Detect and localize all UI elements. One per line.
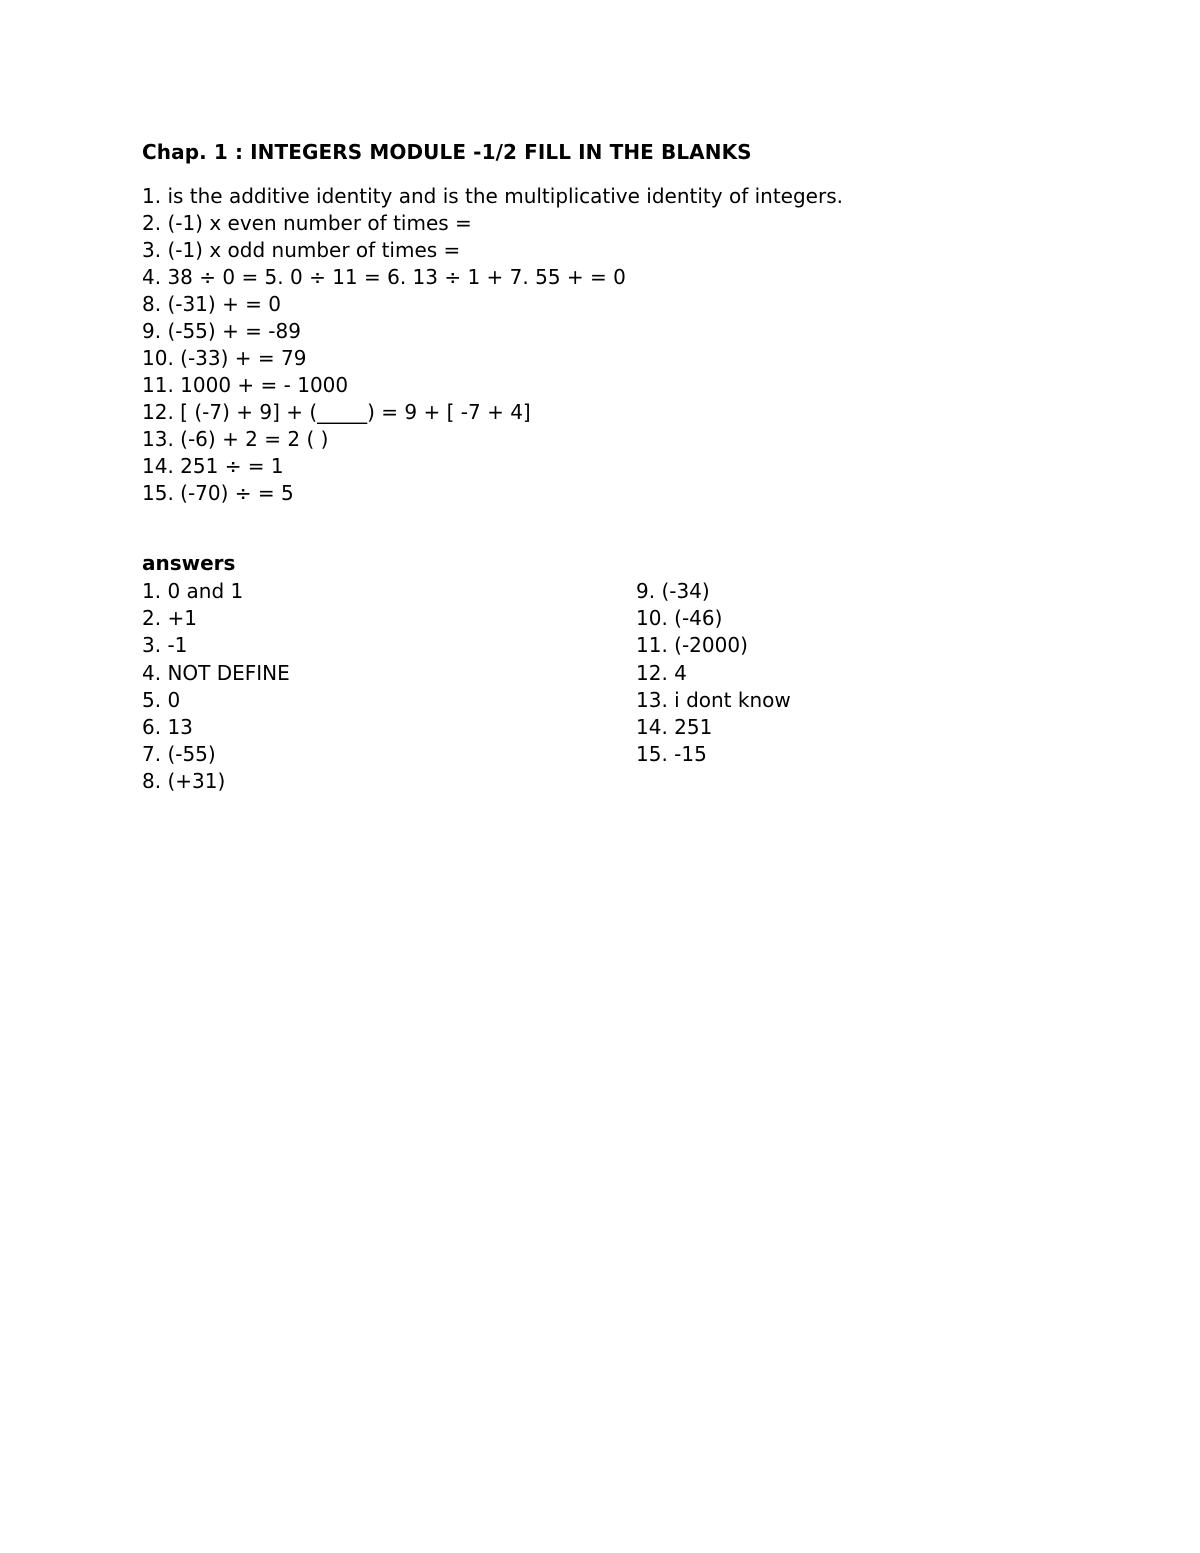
answer-item: 1. 0 and 1 (142, 579, 244, 603)
answer-item: 14. 251 (636, 714, 713, 739)
answer-item: 15. -15 (636, 742, 707, 767)
answers-list-left (142, 578, 290, 796)
question-item: 2. (-1) x even number of times = (142, 211, 472, 235)
answer-item: 9. (-34) (636, 579, 710, 603)
question-item: 3. (-1) x odd number of times = (142, 238, 461, 262)
question-item: 11. 1000 + = - 1000 (142, 373, 349, 397)
question-list (142, 183, 843, 507)
question-item: 12. [ (-7) + 9] + (_____) = 9 + [ -7 + 4] (142, 400, 531, 424)
question-item: 13. (-6) + 2 = 2 ( ) (142, 427, 329, 451)
answer-item: 7. (-55) (142, 742, 216, 767)
answer-item: 6. 13 (142, 714, 193, 739)
answer-item: 8. (+31) (142, 769, 226, 794)
question-item: 15. (-70) ÷ = 5 (142, 481, 294, 505)
page-title: Chap. 1 : INTEGERS MODULE -1/2 FILL IN THE BLANKS (142, 140, 752, 164)
answer-item: 12. 4 (636, 660, 687, 685)
answer-item: 11. (-2000) (636, 633, 748, 658)
question-item: 9. (-55) + = -89 (142, 319, 301, 343)
answer-item: 2. +1 (142, 606, 197, 631)
question-item: 14. 251 ÷ = 1 (142, 454, 284, 478)
question-item: 4. 38 ÷ 0 = 5. 0 ÷ 11 = 6. 13 ÷ 1 + 7. 55 + = 0 (142, 265, 626, 289)
answer-item: 5. 0 (142, 687, 181, 712)
question-item: 1. is the additive identity and is the multiplicative identity of integers. (142, 184, 843, 208)
answer-item: 10. (-46) (636, 606, 723, 631)
answer-item: 4. NOT DEFINE (142, 660, 290, 685)
question-item: 8. (-31) + = 0 (142, 292, 282, 316)
answer-item: 13. i dont know (636, 687, 791, 712)
question-item: 10. (-33) + = 79 (142, 346, 307, 370)
answers-list-right (636, 578, 791, 768)
answer-item: 3. -1 (142, 633, 188, 658)
answers-heading: answers (142, 551, 236, 575)
